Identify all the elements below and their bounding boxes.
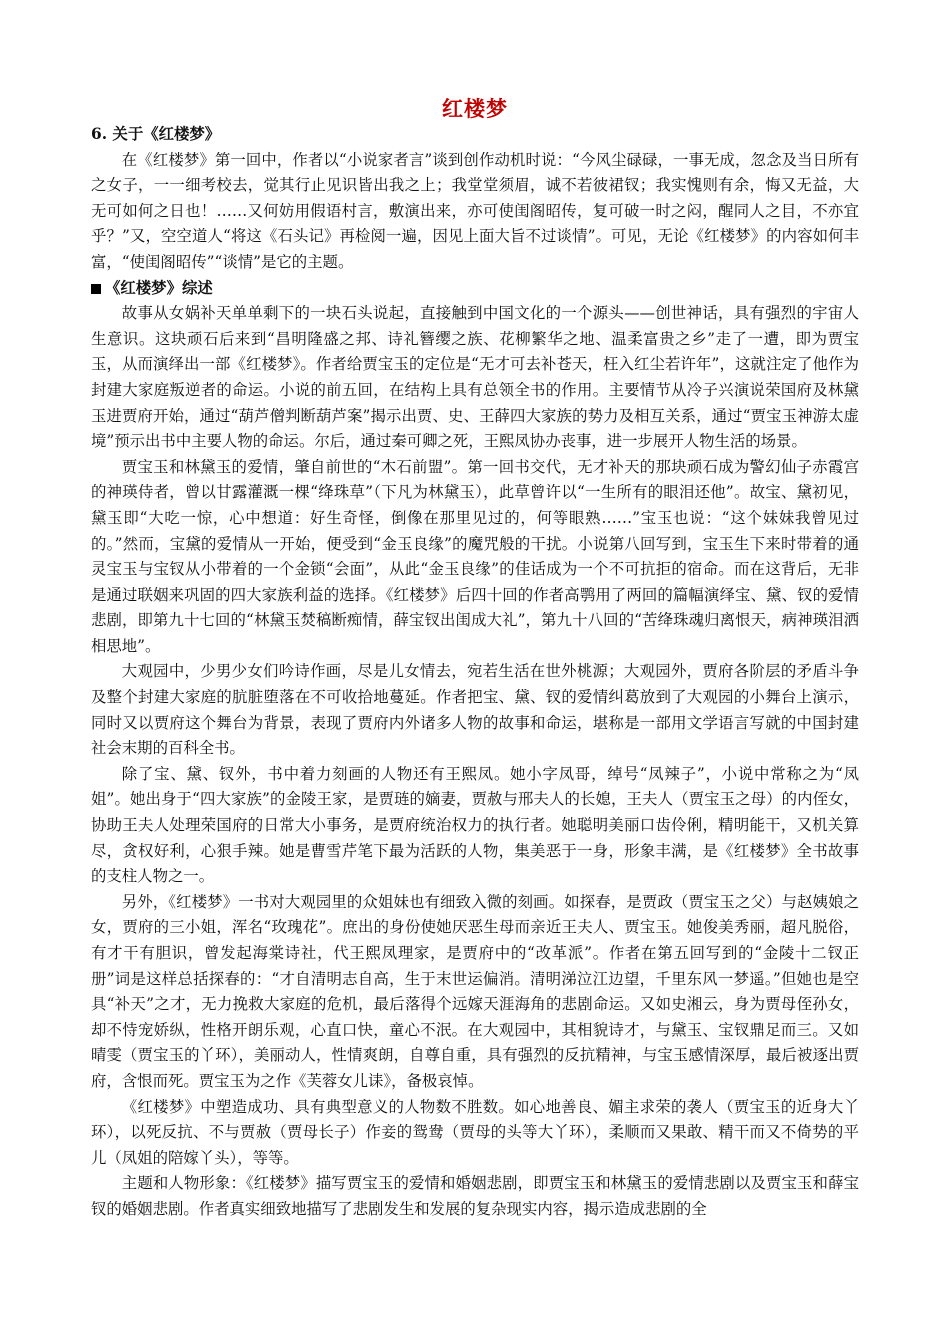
overview-heading-text: 《红楼梦》综述 (105, 278, 213, 297)
paragraph-origin-story: 故事从女娲补天单单剩下的一块石头说起，直接触到中国文化的一个源头——创世神话，具有强烈的宇宙人生意识。这块顽石后来到“昌明隆盛之邦、诗礼簪缨之族、花柳繁华之地、温柔富贵之乡”走了一遭，即为贾宝玉，从而演绎出一部《红楼梦》。作者给贾宝玉的定位是“无才可去补苍天，枉入红尘若许年”，这就注定了他作为封建大家庭叛逆者的命运。小说的前五回，在结构上具有总领全书的作用。主要情节从冷子兴演说荣国府及林黛玉进贾府开始，通过“葫芦僧判断葫芦案”揭示出贾、史、王薛四大家族的势力及相互关系，通过“贾宝玉神游太虚境”预示出书中主要人物的命运。尔后，通过秦可卿之死，王熙凤协办丧事，进一步展开人物生活的场景。 (91, 304, 859, 451)
paragraph-wang-xifeng: 除了宝、黛、钗外，书中着力刻画的人物还有王熙凤。她小字凤哥，绰号“凤辣子”，小说中常称之为“凤姐”。她出身于“四大家族”的金陵王家，是贾琏的嫡妻，贾赦与邢夫人的长媳，王夫人（贾宝玉之母）的内侄女，协助王夫人处理荣国府的日常大小事务，是贾府统治权力的执行者。她聪明美丽口齿伶俐，精明能干，又机关算尽，贪权好利，心狠手辣。她是曹雪芹笔下最为活跃的人物，集美恶于一身，形象丰满，是《红楼梦》全书故事的支柱人物之一。 (91, 764, 859, 886)
section-heading: 6. 关于《红楼梦》 (91, 125, 221, 143)
overview-heading (91, 276, 859, 302)
paragraph-grand-view-garden: 大观园中，少男少女们吟诗作画，尽是儿女情去，宛若生活在世外桃源；大观园外，贾府各阶层的矛盾斗争及整个封建大家庭的肮脏堕落在不可收拾地蔓延。作者把宝、黛、钗的爱情纠葛放到了大观园的小舞台上演示，同时又以贾府这个舞台为背景，表现了贾府内外诸多人物的故事和命运，堪称是一部用文学语言写就的中国封建社会末期的百科全书。 (91, 662, 859, 758)
square-bullet-icon (91, 284, 101, 294)
paragraph-typical-characters: 《红楼梦》中塑造成功、具有典型意义的人物数不胜数。如心地善良、媚主求荣的袭人（贾宝玉的近身大丫环），以死反抗、不与贾赦（贾母长子）作妾的鸳鸯（贾母的头等大丫环），柔顺而又果敢、精干而又不倚势的平儿（凤姐的陪嫁丫头），等等。 (91, 1097, 859, 1167)
paragraph-theme-characters: 主题和人物形象：《红楼梦》描写贾宝玉的爱情和婚姻悲剧，即贾宝玉和林黛玉的爱情悲剧以及贾宝玉和薛宝钗的婚姻悲剧。作者真实细致地描写了悲剧发生和发展的复杂现实内容，揭示造成悲剧的全 (91, 1174, 859, 1218)
document-body (91, 122, 859, 1223)
intro-paragraph: 在《红楼梦》第一回中，作者以“小说家者言”谈到创作动机时说：“今风尘碌碌，一事无成，忽念及当日所有之女子，一一细考校去，觉其行止见识皆出我之上；我堂堂须眉，诚不若彼裙钗；我实愧则有余，悔又无益，大无可如何之日也！……又何妨用假语村言，敷演出来，亦可使闺阁昭传，复可破一时之闷，醒同人之目，不亦宜乎？”又，空空道人“将这《石头记》再检阅一遍，因见上面大旨不过谈情”。可见，无论《红楼梦》的内容如何丰富，“使闺阁昭传”“谈情”是它的主题。 (91, 150, 859, 271)
document-title: 红楼梦 (442, 96, 508, 121)
paragraph-baoyu-daiyu-love: 贾宝玉和林黛玉的爱情，肇自前世的“木石前盟”。第一回书交代，无才补天的那块顽石成为警幻仙子赤霞宫的神瑛侍者，曾以甘露灌溉一棵“绛珠草”（下凡为林黛玉），此草曾许以“一生所有的眼泪还他”。故宝、黛初见，黛玉即“大吃一惊，心中想道：好生奇怪，倒像在那里见过的，何等眼熟……”宝玉也说：“这个妹妹我曾见过的。”然而，宝黛的爱情从一开始，便受到“金玉良缘”的魔咒般的干扰。小说第八回写到，宝玉生下来时带着的通灵宝玉与宝钗从小带着的一个金锁“会面”，从此“金玉良缘”的佳话成为一个不可抗拒的宿命。而在这背后，无非是通过联姻来巩固的四大家族利益的选择。《红楼梦》后四十回的作者高鹗用了两回的篇幅演绎宝、黛、钗的爱情悲剧，即第九十七回的“林黛玉焚稿断痴情，薛宝钗出闺成大礼”，第九十八回的“苦绛珠魂归离恨天，病神瑛泪洒相思地”。 (91, 457, 859, 655)
paragraph-sisters: 另外，《红楼梦》一书对大观园里的众姐妹也有细致入微的刻画。如探春，是贾政（贾宝玉之父）与赵姨娘之女，贾府的三小姐，浑名“玫瑰花”。庶出的身份使她厌恶生母而亲近王夫人、贾宝玉。她俊美秀丽，超凡脱俗，有才干有胆识，曾发起海棠诗社，代王熙凤理家，是贾府中的“改革派”。作者在第五回写到的“金陵十二钗正册”词是这样总括探春的：“才自清明志自高，生于末世运偏消。清明涕泣江边望，千里东风一梦遥。”但她也是空具“补天”之才，无力挽救大家庭的危机，最后落得个远嫁天涯海角的悲剧命运。又如史湘云，身为贾母侄孙女，却不恃宠娇纵，性格开朗乐观，心直口快，童心不泯。在大观园中，其相貌诗才，与黛玉、宝钗鼎足而三。又如晴雯（贾宝玉的丫环），美丽动人，性情爽朗，自尊自重，具有强烈的反抗精神，与宝玉感情深厚，最后被逐出贾府，含恨而死。贾宝玉为之作《芙蓉女儿诔》，备极哀悼。 (91, 892, 859, 1090)
